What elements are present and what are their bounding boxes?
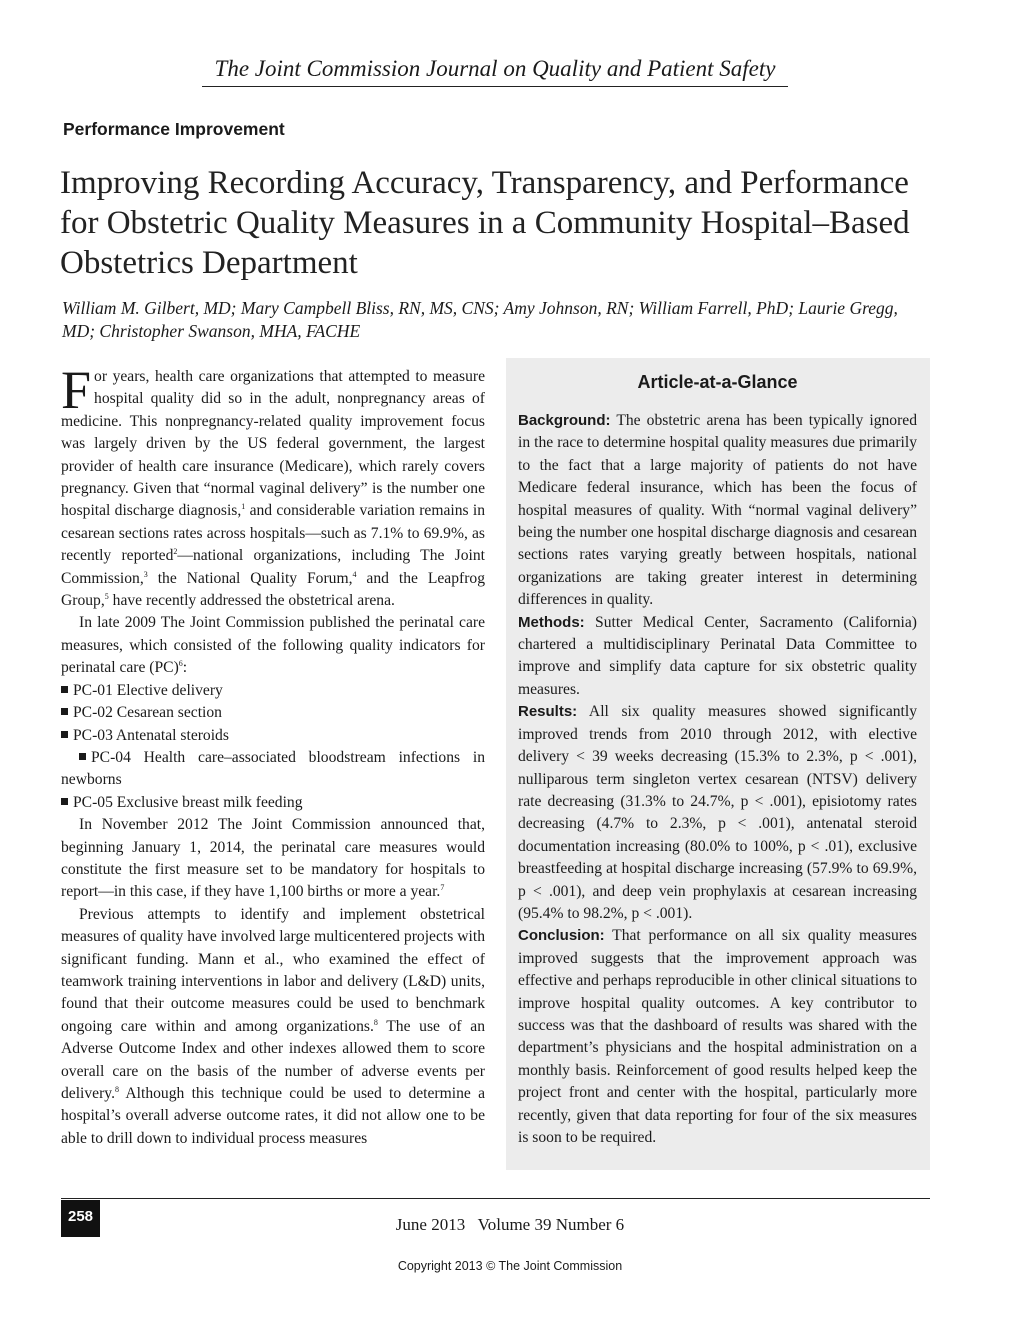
- issue-info: June 2013 Volume 39 Number 6: [395, 1215, 625, 1234]
- bullet-square-icon: [61, 731, 68, 738]
- reference-marker: 6: [178, 659, 183, 669]
- glance-results: Results: All six quality measures showed significantly improved trends from 2010 through 2012, with elective delivery < 39 weeks decreasing (15.3% to 2.3%, p < .001), nulliparous term singleton vertex cesarean (NTSV) delivery rate decreasing (31.3% to 24.7%, p < .001), episiotomy rates decreasing (4.7% to 2.3%, p < .001), antenatal steroid documentation increasing (80.0% to 100%, p < .01), exclusive breastfeeding at hospital discharge increasing (57.9% to 69.9%, p < .001), and deep vein prophylaxis at cesarean increasing (95.4% to 98.2%, p < .001).: [518, 703, 917, 922]
- drop-cap: F: [61, 360, 92, 420]
- copyright-notice: Copyright 2013 © The Joint Commission: [397, 1259, 623, 1273]
- author-line: William M. Gilbert, MD; Mary Campbell Bliss, RN, MS, CNS; Amy Johnson, RN; William Farrell, PhD; Laurie Gregg,: [62, 298, 898, 318]
- reference-marker: 2: [173, 547, 178, 557]
- bullet-square-icon: [79, 753, 86, 760]
- body-text-column: [61, 360, 485, 1150]
- article-at-a-glance-box: [506, 358, 930, 1170]
- measure-list-item: PC-02 Cesarean section: [61, 702, 485, 724]
- glance-label: Background:: [518, 412, 611, 429]
- reference-marker: 3: [143, 569, 148, 579]
- footer-divider: [61, 1198, 930, 1199]
- title-line: for Obstetric Quality Measures in a Community Hospital–Based: [60, 205, 910, 241]
- reference-marker: 8: [373, 1017, 378, 1027]
- measure-list-item: PC-05 Exclusive breast milk feeding: [61, 792, 485, 814]
- glance-label: Methods:: [518, 613, 585, 631]
- reference-marker: 5: [104, 592, 109, 602]
- measure-list-item: PC-03 Antenatal steroids: [61, 725, 485, 747]
- glance-label: Conclusion:: [518, 927, 605, 945]
- section-label: Performance Improvement: [63, 119, 285, 139]
- bullet-square-icon: [61, 798, 68, 805]
- page-number: 258: [61, 1200, 100, 1237]
- article-title: [60, 163, 960, 283]
- reference-marker: 4: [352, 569, 357, 579]
- author-list: [62, 297, 932, 343]
- bullet-square-icon: [61, 708, 68, 715]
- glance-title: Article-at-a-Glance: [637, 372, 798, 392]
- bullet-square-icon: [61, 686, 68, 693]
- title-line: Obstetrics Department: [60, 245, 358, 281]
- title-line: Improving Recording Accuracy, Transparency, and Performance: [60, 165, 909, 201]
- body-paragraph: Previous attempts to identify and implement obstetrical measures of quality have involved large multicentered projects with significant funding. Mann et al., who examined the effect of teamwork training interventions in labor and delivery (L&D) units, found that their outcome measures could be used to benchmark ongoing care within and among organizations.$^8$ The use of an Adverse Outcome Index and other indexes allowed them to score overall care on the basis of the number of adverse events per delivery.$^8$ Although this technique could be used to determine a hospital’s overall adverse outcome rates, it did not allow one to be able to drill down to individual process measures: [61, 905, 485, 1147]
- glance-background: Background: The obstetric arena has been typically ignored in the race to determine hospital quality measures due primarily to the fact that a large majority of patients do not have Medicare federal insurance, which has been the focus of hospital measures of quality. With “normal vaginal delivery” being the number one hospital discharge diagnosis and cesarean sections rates varying greatly between hospitals, national organizations are taking greater interest in determining differences in quality.: [518, 412, 917, 609]
- author-line: MD; Christopher Swanson, MHA, FACHE: [62, 321, 361, 341]
- glance-methods: Methods: Sutter Medical Center, Sacramento (California) chartered a multidisciplinary Perinatal Data Committee to improve and simplify data capture for six obstetric quality measures.: [518, 613, 917, 698]
- reference-marker: 8: [114, 1085, 119, 1094]
- measure-list-item: PC-04 Health care–associated bloodstream infections in newborns: [61, 748, 485, 789]
- measure-list-item: PC-01 Elective delivery: [61, 680, 485, 702]
- journal-header: The Joint Commission Journal on Quality and Patient Safety: [202, 56, 788, 87]
- intro-paragraph: For years, health care organizations that attempted to measure hospital quality did so in the adult, nonpregnancy areas of medicine. This nonpregnancy-related quality improvement focus was largely driven by the US federal government, the largest provider of health care insurance (Medicare), which rarely covers pregnancy. Given that “normal vaginal delivery” is the number one hospital discharge diagnosis,$^1$ and considerable variation remains in cesarean sections rates across hospitals—such as 7.1% to 69.9%, as recently reported$^2$—national organizations, including The Joint Commission,$^3$ the National Quality Forum,$^4$ and the Leapfrog Group,$^5$ have recently addressed the obstetrical arena.: [61, 360, 485, 610]
- body-paragraph: In late 2009 The Joint Commission published the perinatal care measures, which consisted of the following quality indicators for perinatal care (PC)$^6$:: [61, 614, 485, 677]
- glance-conclusion: Conclusion: That performance on all six quality measures improved suggests that the improvement approach was effective and perhaps reproducible in other clinical situations to improve hospital quality outcomes. A key contributor to success was that the dashboard of results was shared with the department’s physicians and the hospital administration on a monthly basis. Reinforcement of good results helped keep the project front and center with the hospital, particularly more recently, given that data reporting for four of the six measures is soon to be required.: [518, 927, 917, 1146]
- body-paragraph: In November 2012 The Joint Commission announced that, beginning January 1, 2014, the perinatal care measures would constitute the first measure set to be mandatory for hospitals to report—in this case, if they have 1,100 births or more a year.$^7$: [61, 816, 485, 901]
- reference-marker: 7: [440, 883, 445, 893]
- reference-marker: 1: [241, 502, 246, 512]
- glance-label: Results:: [518, 703, 578, 721]
